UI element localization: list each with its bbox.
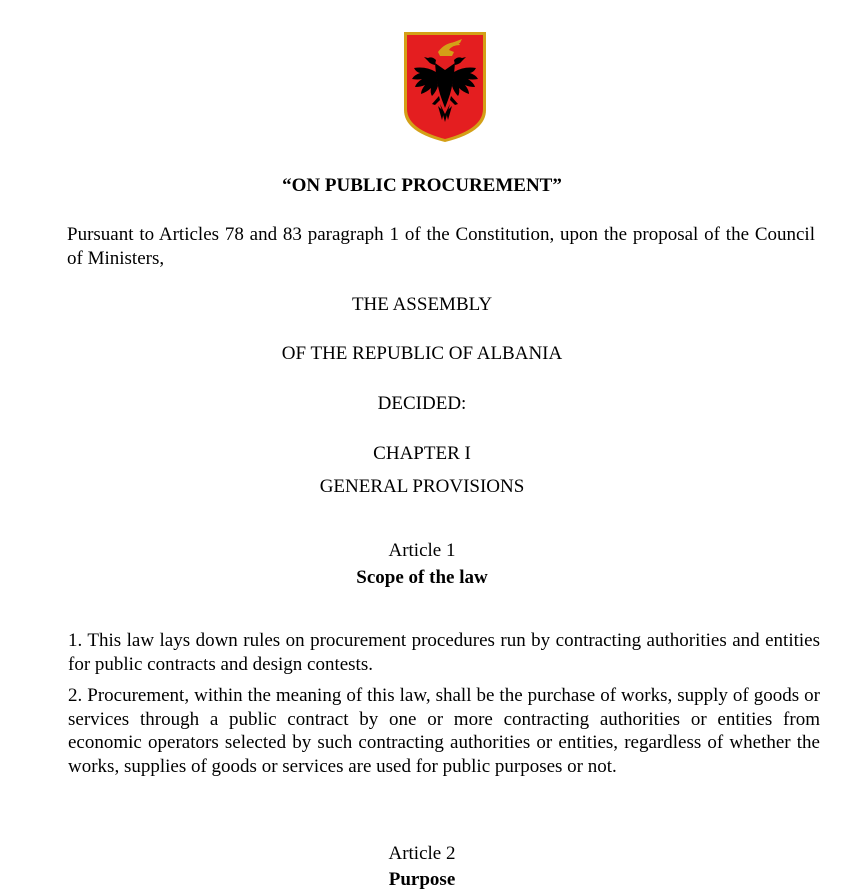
- preamble-paragraph: [67, 223, 815, 270]
- document-title: “ON PUBLIC PROCUREMENT”: [282, 175, 562, 196]
- chapter-title: GENERAL PROVISIONS: [319, 476, 525, 497]
- article-1-paragraph-2: [68, 684, 820, 778]
- article-1-paragraph-1-text: 1. This law lays down rules on procurement procedures run by contracting authorities and entities for public contracts and design contests.: [68, 630, 820, 675]
- article-1-paragraph-1: [68, 629, 820, 676]
- article-1-number: Article 1: [388, 540, 456, 561]
- albanian-coat-of-arms-icon: [402, 30, 488, 144]
- chapter-number: CHAPTER I: [373, 443, 471, 464]
- preamble-text: Pursuant to Articles 78 and 83 paragraph 1 of the Constitution, upon the proposal of the Council of Ministers,: [67, 224, 815, 269]
- assembly-heading: THE ASSEMBLY: [351, 294, 493, 315]
- republic-heading: OF THE REPUBLIC OF ALBANIA: [281, 343, 563, 364]
- article-2-number: Article 2: [388, 843, 456, 864]
- article-2-title: Purpose: [388, 869, 456, 890]
- article-1-paragraph-2-text: 2. Procurement, within the meaning of this law, shall be the purchase of works, supply of goods or services through a public contract by one or more contracting authorities or entities from economic operators selected by such contracting authorities or entities, regardless of whether the works, supplies of goods or services are used for public purposes or not.: [68, 685, 820, 777]
- decided-heading: DECIDED:: [377, 393, 467, 414]
- article-1-title: Scope of the law: [356, 567, 488, 588]
